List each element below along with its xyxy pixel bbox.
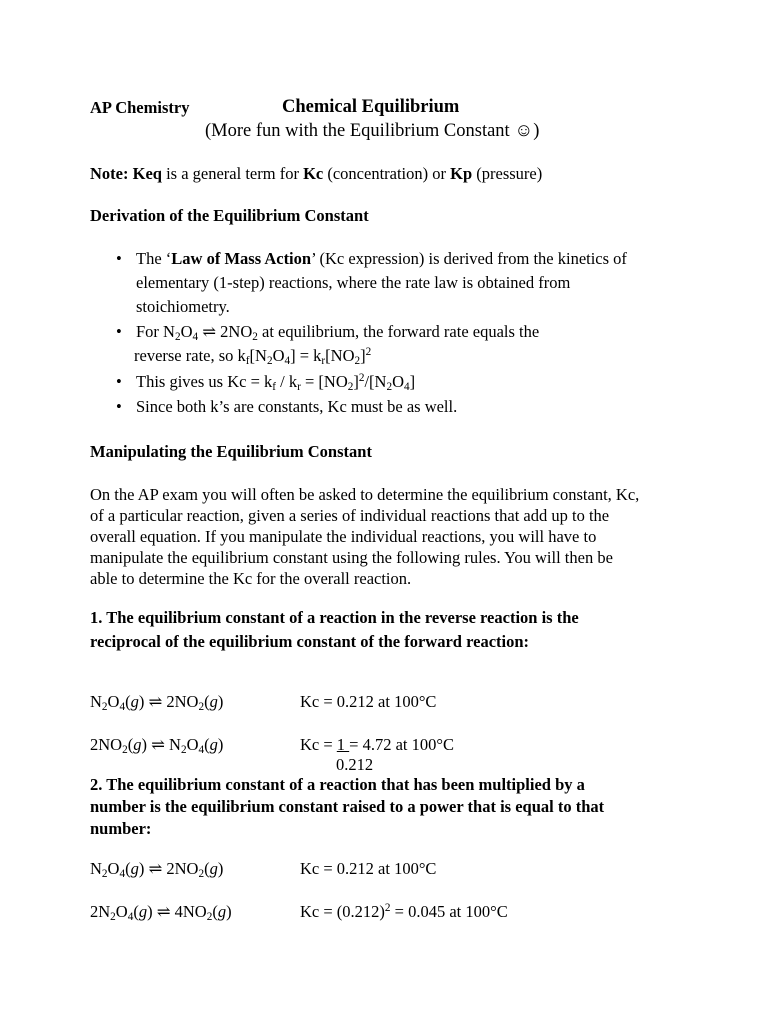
- paragraph-line: manipulate the equilibrium constant using the following rules. You will then be: [90, 548, 613, 567]
- bullet-text-line: stoichiometry.: [136, 297, 230, 316]
- rate-equation-line: reverse rate, so $k_f[N_2O_4] = k_r[NO_2]^2$: [134, 345, 372, 367]
- bullet-marker: •: [116, 372, 122, 391]
- section-heading-derivation: Derivation of the Equilibrium Constant: [90, 206, 369, 225]
- bullet-law-of-mass-action: The ‘Law of Mass Action’ (Kc expression) is derived from the kinetics of: [136, 249, 627, 268]
- rule-1-line: 1. The equilibrium constant of a reaction in the reverse reaction is the: [90, 608, 579, 627]
- page-title: Chemical Equilibrium: [282, 97, 460, 117]
- rule-1-line: reciprocal of the equilibrium constant of the forward reaction:: [90, 632, 530, 651]
- rule-2-line: number:: [90, 819, 152, 838]
- page-subtitle: (More fun with the Equilibrium Constant ☺): [205, 121, 540, 141]
- reaction-reverse: $2NO_2(g)$ ⇌ $N_2O_4(g)$: [90, 735, 224, 756]
- bullet-marker: •: [116, 249, 122, 268]
- kc-base-value: Kc = 0.212 at 100°C: [300, 859, 437, 878]
- bullet-forward-rate: For $N_2O_4$ ⇌ $2NO_2$ at equilibrium, the forward rate equals the: [136, 322, 540, 343]
- bullet-marker: •: [116, 397, 122, 416]
- bullet-text-line: elementary (1-step) reactions, where the rate law is obtained from: [136, 273, 571, 292]
- fraction-denominator: 0.212: [336, 755, 374, 774]
- kc-forward-value: Kc = 0.212 at 100°C: [300, 692, 437, 711]
- paragraph-line: of a particular reaction, given a series of individual reactions that add up to the: [90, 506, 610, 525]
- rule-2-line: 2. The equilibrium constant of a reaction that has been multiplied by a: [90, 775, 585, 794]
- kc-reverse-value: Kc = 1 = 4.72 at 100°C: [300, 735, 454, 754]
- rule-2-line: number is the equilibrium constant raised to a power that is equal to that: [90, 797, 605, 816]
- fraction-numerator: 1: [336, 735, 350, 754]
- paragraph-line: On the AP exam you will often be asked to determine the equilibrium constant, Kc,: [90, 485, 640, 504]
- bullet-constants: Since both k’s are constants, Kc must be as well.: [136, 397, 458, 416]
- reaction-doubled: $2N_2O_4(g)$ ⇌ $4NO_2(g)$: [90, 902, 232, 923]
- note-line: Note: Keq is a general term for Kc (concentration) or Kp (pressure): [90, 164, 543, 183]
- reaction-base: $N_2O_4(g)$ ⇌ $2NO_2(g)$: [90, 859, 224, 880]
- reaction-forward: $N_2O_4(g)$ ⇌ $2NO_2(g)$: [90, 692, 224, 713]
- course-label: AP Chemistry: [90, 98, 190, 117]
- bullet-kc-expression: This gives us $Kc = k_f / k_r = [NO_2]^2/[N_2O_4]$: [136, 371, 416, 393]
- paragraph-line: overall equation. If you manipulate the individual reactions, you will have to: [90, 527, 597, 546]
- kc-doubled-value: $Kc = (0.212)^2 = 0.045$ at 100°C: [300, 901, 508, 921]
- section-heading-manipulating: Manipulating the Equilibrium Constant: [90, 442, 372, 461]
- bullet-marker: •: [116, 322, 122, 341]
- paragraph-line: able to determine the Kc for the overall reaction.: [90, 569, 412, 588]
